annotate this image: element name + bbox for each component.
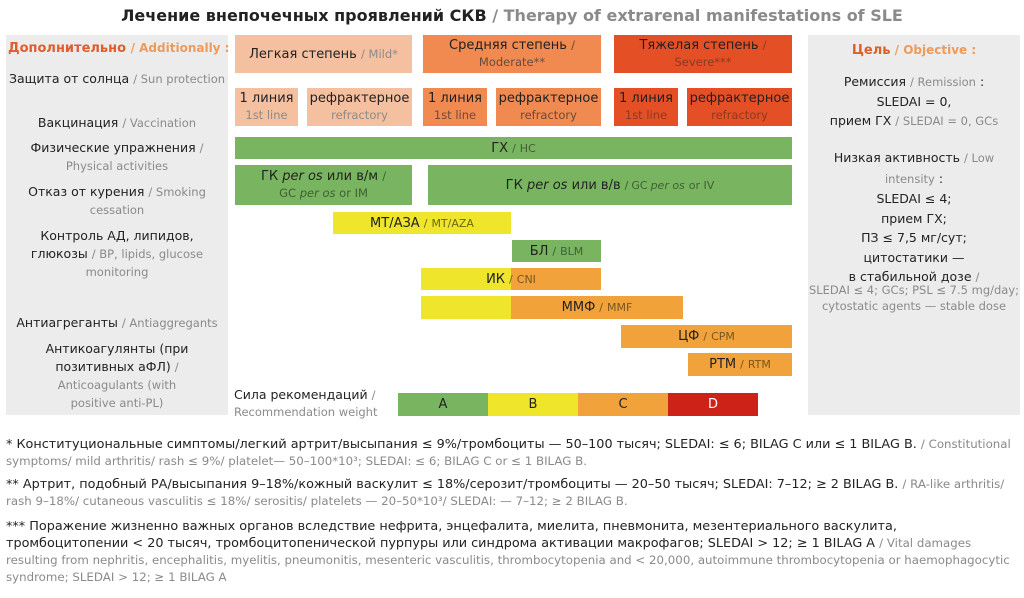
moderate-refractory: рефрактерное refractory bbox=[496, 88, 601, 126]
title-en: Therapy of extrarenal manifestations of SLE bbox=[503, 6, 903, 25]
item-bp-monitoring: Контроль АД, липидов, глюкозы / BP, lipids, glucose monitoring bbox=[30, 228, 204, 279]
weight-label: Сила рекомендаций / Recommendation weight bbox=[234, 387, 378, 419]
item-sun-protection: Защита от солнца / Sun protection bbox=[8, 71, 226, 86]
additional-header: Дополнительно / Additionally : bbox=[8, 41, 230, 56]
bar-cni: ИК / CNI bbox=[486, 271, 536, 287]
bar-cpm: ЦФ / CPM bbox=[621, 325, 792, 348]
bar-mmf: ММФ / MMF bbox=[561, 300, 633, 315]
objective-low-activity-en: SLEDAI ≤ 4; GCs; PSL ≤ 7.5 mg/day; cytostatic agents — stable dose bbox=[808, 283, 1020, 313]
title-ru: Лечение внепочечных проявлений СКВ bbox=[121, 6, 487, 25]
footnote-severe: *** Поражение жизненно важных органов вследствие нефрита, энцефалита, миелита, пневмонита, мезентериального васкулита, тромбоцитопении < 20 тысяч, тромбоцитопенической пурпуры или синдрома активации макрофагов; SLEDAI > 12; ≥ 1 BILAG A / Vital damages resulting from nephritis, encephalitis, myelitis, pneumonitis, mesenteric vasculitis, thrombocytopenia and < 20,000, autoimmune thrombocytopenia or haemophagocytic syndrome; SLEDAI > 12; ≥ 1 BILAG A bbox=[6, 519, 1010, 584]
bar-blm: БЛ / BLM bbox=[512, 240, 601, 262]
item-vaccination: Вакцинация / Vaccination bbox=[37, 115, 197, 130]
severity-moderate: Средняя степень / Moderate** bbox=[423, 35, 601, 73]
weight-b: B bbox=[488, 393, 578, 416]
footnote-moderate: ** Артрит, подобный РА/высыпания 9–18%/кожный васкулит ≤ 18%/серозит/тромбоциты — 20–50 тысяч; SLEDAI: 7–12; ≥ 2 BILAG B. / RA-like arthritis/ rash 9–18%/ cutaneous vasculitis ≤ 18%/ serositis/ platelets — 20–50*10³/ SLEDAI: — 7–12; ≥ 2 BILAG B. bbox=[6, 477, 1005, 508]
item-physical-activities: Физические упражнения / Physical activities bbox=[30, 140, 204, 173]
objective-header: Цель / Objective : bbox=[851, 43, 977, 58]
footnote-mild: * Конституциональные симптомы/легкий артрит/высыпания ≤ 9%/тромбоциты — 50–100 тысяч; SLEDAI: ≤ 6; BILAG C или ≤ 1 BILAG B. / Constitutional symptoms/ mild arthritis/ rash ≤ 9%/ platelet— 50–100*10³; SLEDAI: ≤ 6; BILAG C or ≤ 1 BILAG B. bbox=[6, 437, 1011, 468]
moderate-first-line: 1 линия 1st line bbox=[423, 88, 487, 126]
severe-first-line: 1 линия 1st line bbox=[614, 88, 678, 126]
item-anticoagulants: Антикоагулянты (при позитивных аФЛ) / Anticoagulants (with positive anti-PL) bbox=[45, 341, 189, 410]
bar-mmf-yellow bbox=[421, 296, 511, 319]
bar-gc-oral-iv: ГК per os или в/в / GC per os or IV bbox=[428, 165, 792, 205]
item-antiaggregants: Антиагреганты / Antiaggregants bbox=[16, 315, 218, 330]
page-title: Лечение внепочечных проявлений СКВ / Therapy of extrarenal manifestations of SLE bbox=[121, 6, 903, 25]
weight-c: C bbox=[578, 393, 668, 416]
severity-mild: Легкая степень / Mild* bbox=[235, 35, 412, 73]
objective-low-activity: Низкая активность / Low intensity : SLEDAI ≤ 4; прием ГХ; ПЗ ≤ 7,5 мг/сут; цитостатики — в стабильной дозе / bbox=[833, 150, 995, 284]
bar-hc: ГХ / HC bbox=[235, 137, 792, 159]
bar-rtm: РТМ / RTM bbox=[688, 353, 792, 376]
weight-d: D bbox=[668, 393, 758, 416]
weight-a: A bbox=[398, 393, 488, 416]
severity-severe: Тяжелая степень / Severe*** bbox=[614, 35, 792, 73]
objective-remission: Ремиссия / Remission : SLEDAI = 0, прием ГХ / SLEDAI = 0, GCs bbox=[829, 74, 999, 128]
severe-refractory: рефрактерное refractory bbox=[687, 88, 792, 126]
mild-first-line: 1 линия 1st line bbox=[235, 88, 298, 126]
mild-refractory: рефрактерное refractory bbox=[307, 88, 412, 126]
bar-gc-oral-im: ГК per os или в/м / GC per os or IM bbox=[235, 165, 412, 205]
bar-mt-aza: МТ/АЗА / MT/AZA bbox=[333, 212, 511, 234]
item-smoking-cessation: Отказ от курения / Smoking cessation bbox=[28, 184, 206, 217]
